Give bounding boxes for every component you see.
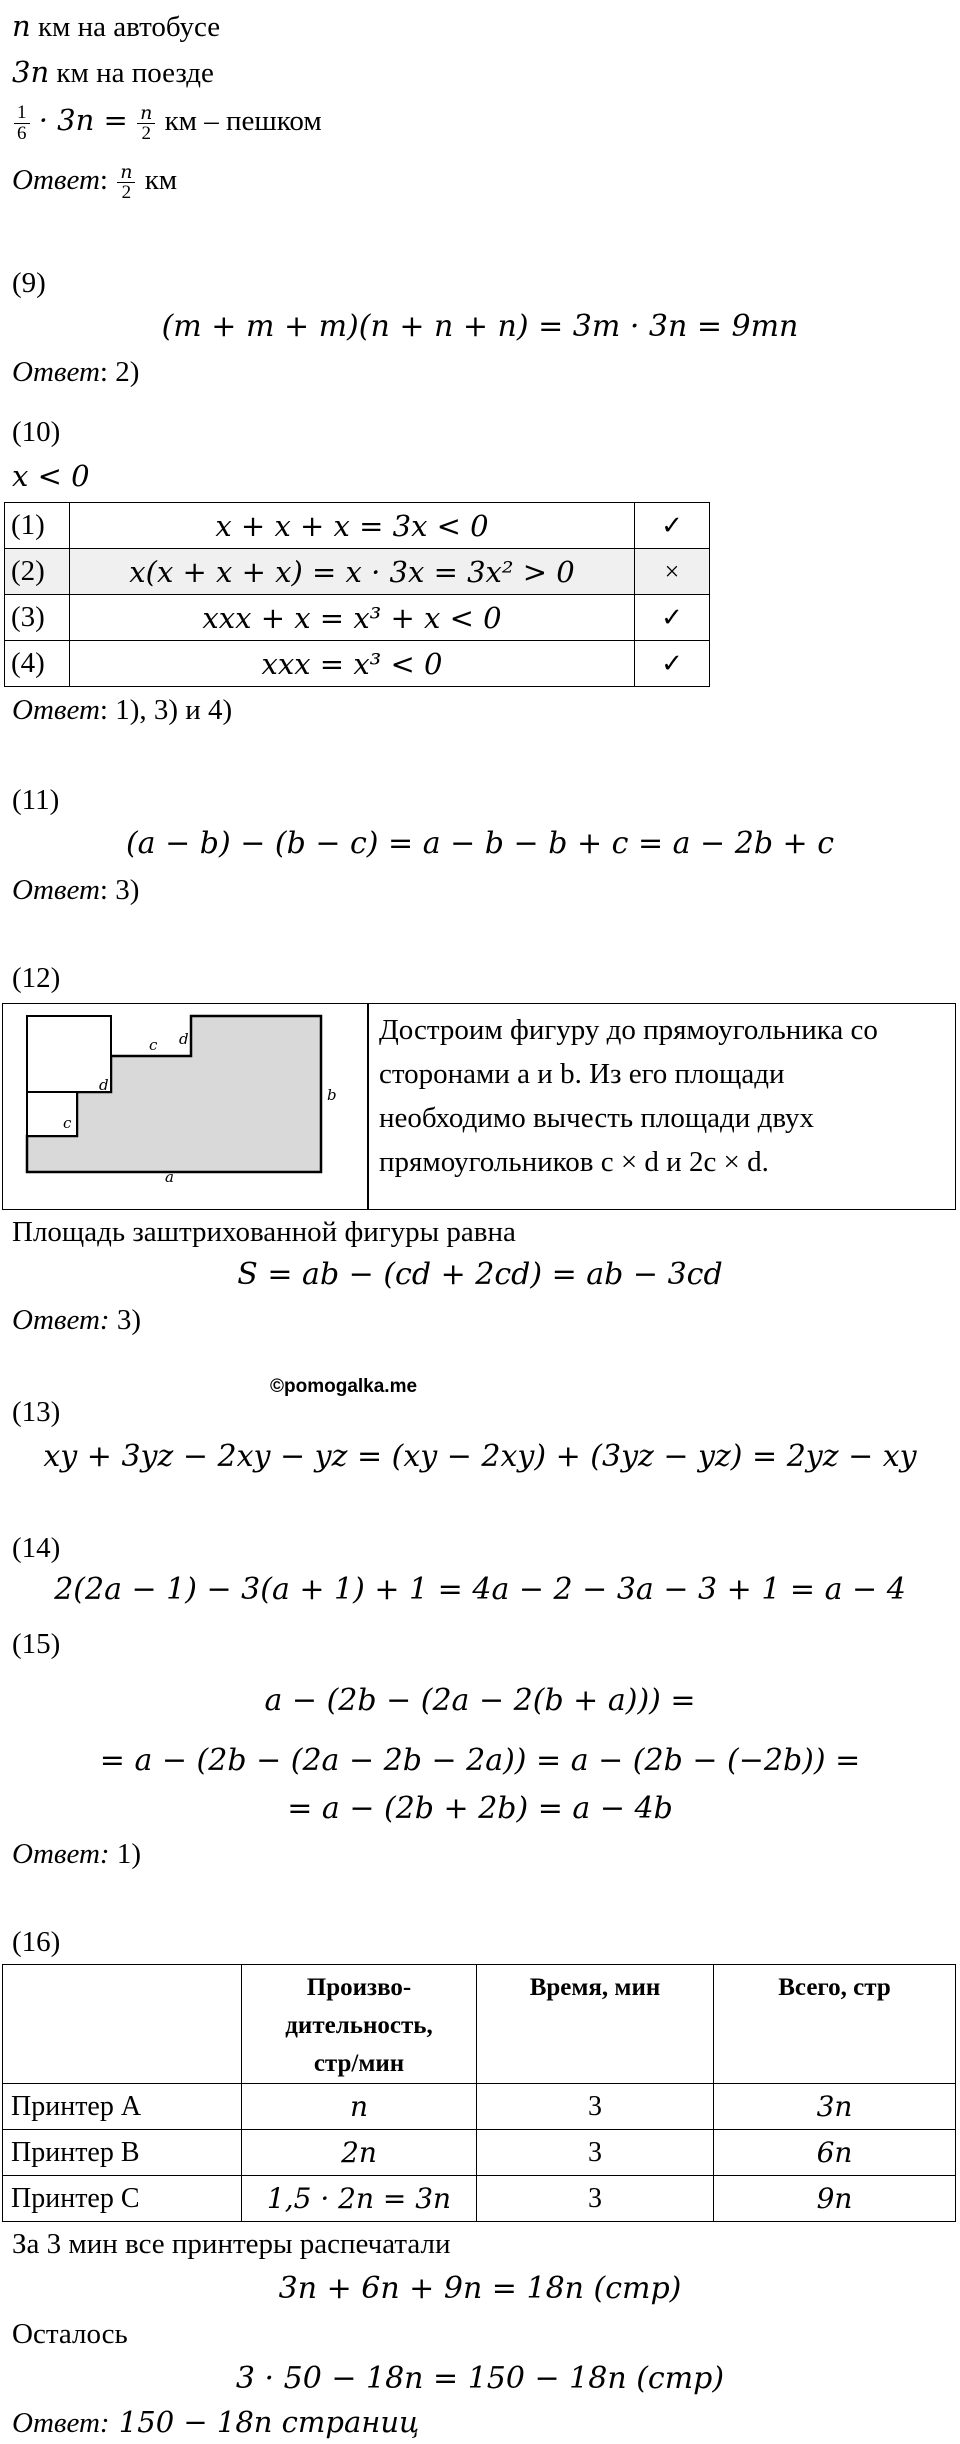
problem-label: (13): [12, 1396, 61, 1428]
answer: Ответ: 1), 3) и 4): [12, 694, 233, 726]
table-header: Произво- дительность, стр/мин Время, мин Всего, стр: [3, 1965, 956, 2084]
table-row: Принтер В 2n 3 6n: [3, 2130, 956, 2176]
label-c: c: [149, 1036, 158, 1054]
problem-label: (16): [12, 1926, 61, 1958]
problem-label: (9): [12, 267, 46, 299]
table-row: (4) xxx = x³ < 0 ✓: [5, 641, 710, 687]
figure-diagram: [3, 1004, 365, 1208]
equation: xy + 3yz − 2xy − yz = (xy − 2xy) + (3yz − yz) = 2yz − xy: [43, 1439, 917, 1474]
check-table: [4, 502, 710, 687]
equation: 3 · 50 − 18n = 150 − 18n (стр): [235, 2361, 725, 2396]
equation: = a − (2b + 2b) = a − 4b: [287, 1791, 673, 1826]
problem-label: (15): [12, 1628, 61, 1660]
equation: 2(2a − 1) − 3(a + 1) + 1 = 4a − 2 − 3a − 3 + 1 = a − 4: [54, 1572, 906, 1607]
equation: 3n + 6n + 9n = 18n (стр): [278, 2271, 682, 2306]
label-c2: c: [63, 1114, 72, 1132]
cross-icon: ×: [635, 549, 710, 595]
answer-top: Ответ: $\frac{n}{2}$ км: [12, 160, 178, 203]
problem-label: (10): [12, 416, 61, 448]
fraction: $\frac{1}{6}$: [14, 103, 30, 144]
label-d: d: [179, 1030, 189, 1048]
watermark: ©pomogalka.me: [270, 1376, 418, 1397]
equation: a − (2b − (2a − 2(b + a))) =: [264, 1683, 696, 1718]
label-a: a: [165, 1168, 174, 1186]
fraction: $\frac{n}{2}$: [117, 162, 135, 203]
figure-box: [2, 1003, 956, 1210]
check-icon: ✓: [635, 641, 710, 687]
line-walk: $\frac{1}{6}$ · 3n = $\frac{n}{2}$ км – пешком: [12, 100, 322, 144]
check-icon: ✓: [635, 595, 710, 641]
problem-label: (12): [12, 962, 61, 994]
table-row: Принтер А n 3 3n: [3, 2084, 956, 2130]
text-line: Площадь заштрихованной фигуры равна: [12, 1216, 516, 1248]
problem-label: (14): [12, 1532, 61, 1564]
equation: S = ab − (cd + 2cd) = ab − 3cd: [237, 1257, 723, 1292]
figure-explanation: Достроим фигуру до прямоугольника со сторонами a и b. Из его площади необходимо вычесть площади двух прямоугольников c × d и 2c × d.: [379, 1014, 878, 1178]
fraction: $\frac{n}{2}$: [137, 103, 155, 144]
answer: Ответ: 150 − 18n страниц: [12, 2405, 420, 2439]
line-train: 3n км на поезде: [12, 55, 214, 89]
table-row: Принтер С 1,5 · 2n = 3n 3 9n: [3, 2176, 956, 2222]
label-d2: d: [99, 1076, 109, 1094]
answer: Ответ: 2): [12, 356, 140, 388]
equation: (a − b) − (b − c) = a − b − b + c = a − 2b + c: [125, 826, 835, 861]
line-bus: n км на автобусе: [12, 9, 221, 43]
text-line: Осталось: [12, 2318, 128, 2350]
label-b: b: [327, 1086, 337, 1104]
header-productivity: Произво- дительность, стр/мин: [285, 1974, 433, 2077]
text-line: За 3 мин все принтеры распечатали: [12, 2228, 451, 2260]
check-icon: ✓: [635, 503, 710, 549]
equation: = a − (2b − (2a − 2b − 2a)) = a − (2b − (−2b)) =: [99, 1743, 861, 1778]
table-row: (2) x(x + x + x) = x · 3x = 3x² > 0 ×: [5, 549, 710, 595]
table-row: (3) xxx + x = x³ + x < 0 ✓: [5, 595, 710, 641]
answer: Ответ: 3): [12, 1304, 141, 1336]
problem-label: (11): [12, 784, 60, 816]
condition: x < 0: [12, 459, 90, 493]
table-row: (1) x + x + x = 3x < 0 ✓: [5, 503, 710, 549]
equation: (m + m + m)(n + n + n) = 3m · 3n = 9mn: [161, 309, 799, 344]
printer-table: [2, 1964, 956, 2222]
answer: Ответ: 1): [12, 1838, 141, 1870]
answer: Ответ: 3): [12, 874, 140, 906]
divider: [367, 1004, 369, 1209]
